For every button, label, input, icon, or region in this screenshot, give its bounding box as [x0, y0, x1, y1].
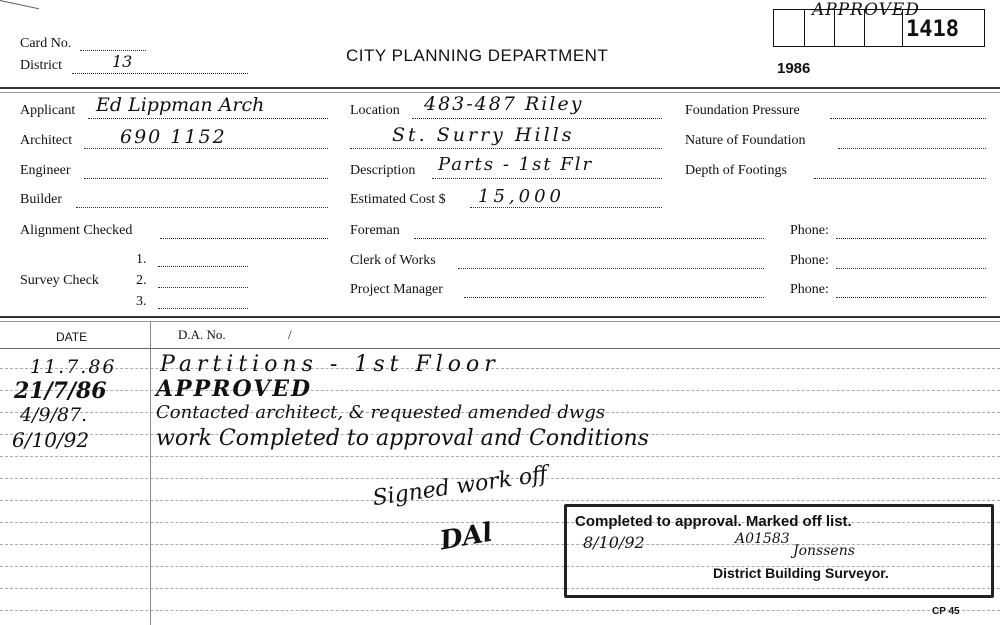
completion-stamp — [564, 504, 994, 598]
engineer-label: Engineer — [20, 163, 71, 178]
approved-handwritten: APPROVED — [812, 0, 920, 20]
location-line2: St. Surry Hills — [392, 124, 575, 146]
log-date-2: 21/7/86 — [14, 378, 107, 404]
survey-item-1: 1. — [136, 252, 147, 267]
builder-field — [76, 207, 328, 208]
da-no-header: D.A. No. — [178, 327, 226, 342]
survey-item-2: 2. — [136, 273, 147, 288]
foundation-pressure-label: Foundation Pressure — [685, 103, 800, 118]
nature-foundation-field — [838, 148, 986, 149]
district-field — [72, 73, 248, 74]
location-field-2 — [350, 148, 662, 149]
depth-footings-label: Depth of Footings — [685, 163, 787, 178]
stamp-ref: A01583 — [735, 531, 790, 547]
foundation-pressure-field — [830, 118, 986, 119]
district-value: 13 — [112, 52, 133, 71]
log-entry-4: work Completed to approval and Conditions — [156, 426, 649, 451]
card-no-label: Card No. — [20, 36, 72, 51]
card-no-field — [80, 50, 146, 51]
architect-field — [84, 148, 328, 149]
builder-label: Builder — [20, 192, 62, 207]
stamp-date: 8/10/92 — [583, 533, 645, 552]
log-date-1: 11.7.86 — [30, 356, 117, 378]
page-title: CITY PLANNING DEPARTMENT — [346, 46, 609, 65]
log-date-3: 4/9/87. — [20, 404, 88, 426]
location-line1: 483-487 Riley — [424, 93, 584, 115]
description-field — [432, 178, 662, 179]
log-entry-1: Partitions - 1st Floor — [160, 352, 500, 377]
cost-label: Estimated Cost $ — [350, 192, 446, 207]
pm-field — [464, 297, 764, 298]
cost-field — [470, 207, 662, 208]
stamp-line2: District Building Surveyor. — [713, 565, 889, 581]
pm-label: Project Manager — [350, 282, 443, 297]
signature: DAl — [437, 517, 495, 557]
form-code: CP 45 — [932, 606, 960, 617]
signed-note: Signed work off — [371, 461, 550, 512]
stamp-line1: Completed to approval. Marked off list. — [575, 513, 852, 530]
nature-foundation-label: Nature of Foundation — [685, 133, 806, 148]
location-label: Location — [350, 103, 400, 118]
page-corner-mark — [0, 0, 39, 23]
applicant-value: Ed Lippman Arch — [96, 94, 265, 116]
clerk-field — [458, 268, 764, 269]
foreman-phone-field — [836, 238, 986, 239]
stamp-name: Jonssens — [793, 543, 855, 559]
alignment-field — [160, 238, 328, 239]
description-value: Parts - 1st Flr — [438, 154, 594, 175]
depth-footings-field — [814, 178, 986, 179]
survey-item-3: 3. — [136, 294, 147, 309]
district-label: District — [20, 58, 62, 73]
pm-phone-field — [836, 297, 986, 298]
log-entry-2: APPROVED — [156, 376, 313, 402]
foreman-phone-label: Phone: — [790, 223, 829, 238]
survey-field-2 — [158, 287, 248, 288]
date-header: DATE — [56, 330, 88, 344]
foreman-label: Foreman — [350, 223, 400, 238]
survey-field-3 — [158, 308, 248, 309]
clerk-phone-label: Phone: — [790, 253, 829, 268]
foreman-field — [414, 238, 764, 239]
architect-label: Architect — [20, 133, 73, 148]
clerk-phone-field — [836, 268, 986, 269]
applicant-label: Applicant — [20, 103, 76, 118]
pm-phone-label: Phone: — [790, 282, 829, 297]
location-field-1 — [412, 118, 662, 119]
architect-value: 690 1152 — [120, 126, 227, 148]
survey-label: Survey Check — [20, 273, 99, 288]
cost-value: 15,000 — [478, 186, 565, 207]
year-label: 1986 — [777, 60, 811, 77]
survey-field-1 — [158, 266, 248, 267]
engineer-field — [84, 178, 328, 179]
description-label: Description — [350, 163, 416, 178]
da-no-slash: / — [288, 327, 292, 342]
log-entry-3: Contacted architect, & requested amended dwgs — [156, 402, 606, 423]
applicant-field — [88, 118, 328, 119]
card-number-label: 1418 — [906, 17, 959, 42]
clerk-label: Clerk of Works — [350, 253, 436, 268]
alignment-label: Alignment Checked — [20, 223, 133, 238]
log-date-4: 6/10/92 — [12, 428, 90, 452]
